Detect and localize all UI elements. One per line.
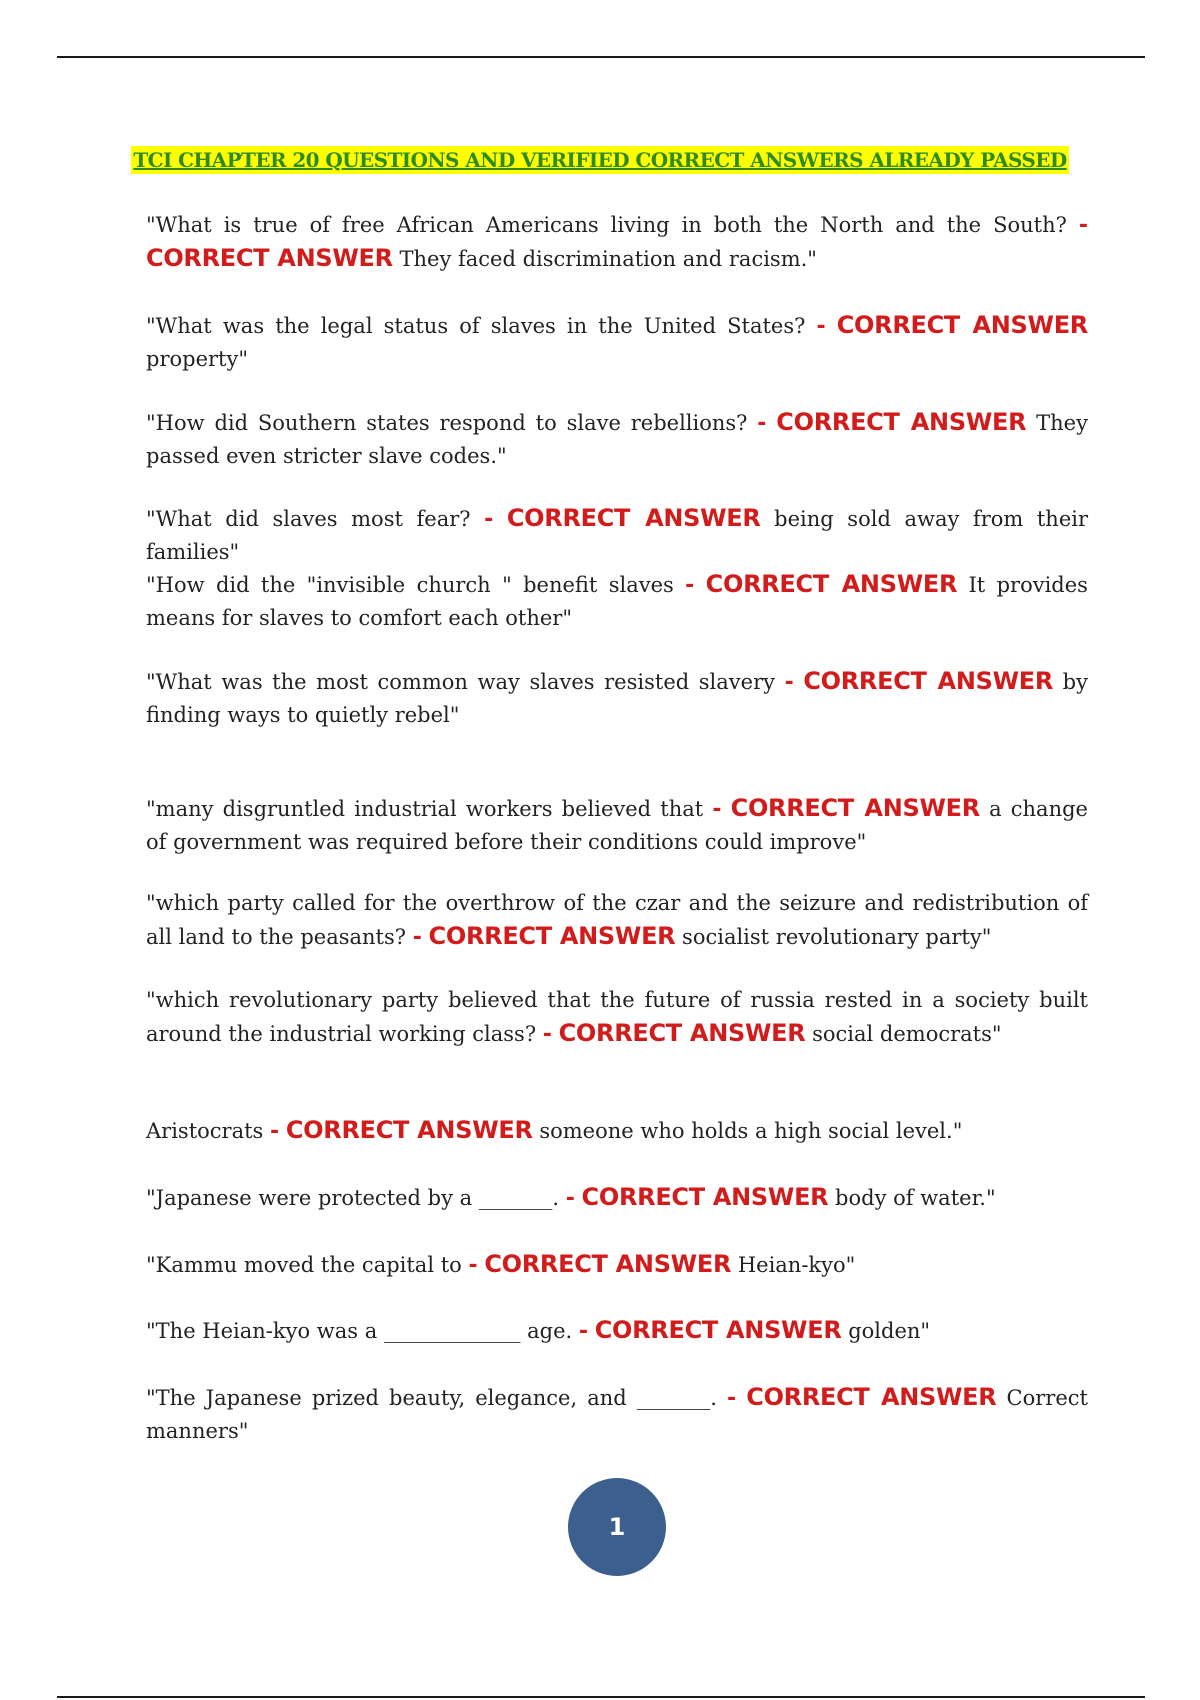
answer-separator: -	[484, 507, 494, 532]
answer-text: It provides means for slaves to comfort each other"	[146, 573, 1088, 630]
bottom-rule	[57, 1696, 1145, 1698]
correct-answer-label: CORRECT ANSWER	[705, 570, 958, 598]
answer-separator: -	[727, 1386, 737, 1411]
qa-item-12	[146, 1248, 1088, 1282]
page-number-badge	[568, 1478, 666, 1576]
qa-item-6	[146, 665, 1088, 732]
answer-text: someone who holds a high social level."	[539, 1119, 963, 1143]
qa-item-10	[146, 1114, 1088, 1148]
question-text: "The Japanese prized beauty, elegance, and _______.	[146, 1386, 717, 1410]
qa-item-4	[146, 502, 1088, 569]
correct-answer-label: CORRECT ANSWER	[594, 1316, 842, 1344]
question-text: "Kammu moved the capital to	[146, 1253, 462, 1277]
title-container	[0, 146, 1200, 174]
question-text: "What was the most common way slaves resisted slavery	[146, 670, 775, 694]
qa-item-13	[146, 1314, 1088, 1348]
question-text: "Japanese were protected by a _______.	[146, 1186, 560, 1210]
correct-answer-label: CORRECT ANSWER	[558, 1019, 806, 1047]
answer-separator: -	[412, 925, 422, 950]
question-text: "What did slaves most fear?	[146, 507, 471, 531]
answer-separator: -	[712, 797, 722, 822]
qa-item-2	[146, 309, 1088, 376]
answer-text: They faced discrimination and racism."	[399, 247, 817, 271]
answer-text: body of water."	[835, 1186, 996, 1210]
answer-text: property"	[146, 347, 248, 371]
correct-answer-label: CORRECT ANSWER	[746, 1383, 997, 1411]
answer-separator: -	[685, 573, 695, 598]
answer-text: socialist revolutionary party"	[682, 925, 992, 949]
answer-separator: -	[816, 314, 826, 339]
answer-text: They passed even stricter slave codes."	[146, 411, 1088, 468]
correct-answer-label: CORRECT ANSWER	[428, 922, 676, 950]
top-rule	[57, 56, 1145, 58]
qa-item-1	[146, 209, 1088, 276]
answer-separator: -	[542, 1022, 552, 1047]
qa-item-7	[146, 792, 1088, 859]
qa-item-5	[146, 568, 1088, 635]
correct-answer-label: CORRECT ANSWER	[146, 244, 393, 272]
correct-answer-label: CORRECT ANSWER	[581, 1183, 829, 1211]
answer-separator: -	[578, 1319, 589, 1344]
answer-text: by finding ways to quietly rebel"	[146, 670, 1088, 727]
question-text: Aristocrats	[146, 1119, 264, 1143]
qa-item-9	[146, 984, 1088, 1051]
correct-answer-label: CORRECT ANSWER	[803, 667, 1054, 695]
question-text: "What is true of free African Americans living in both the North and the South?	[146, 213, 1067, 237]
qa-item-3	[146, 406, 1088, 473]
answer-separator: -	[784, 670, 794, 695]
correct-answer-label: CORRECT ANSWER	[836, 311, 1088, 339]
correct-answer-label: CORRECT ANSWER	[506, 504, 761, 532]
answer-text: golden"	[848, 1319, 931, 1343]
question-text: "How did the "invisible church " benefit slaves	[146, 573, 674, 597]
qa-item-8	[146, 887, 1088, 954]
page-number: 1	[608, 1513, 626, 1541]
question-text: "How did Southern states respond to slave rebellions?	[146, 411, 748, 435]
answer-text: being sold away from their families"	[146, 507, 1089, 564]
question-text: "which revolutionary party believed that the future of russia rested in a society built around the industrial working class?	[146, 988, 1088, 1046]
answer-separator: -	[270, 1119, 280, 1144]
question-text: "The Heian-kyo was a _____________ age.	[146, 1319, 573, 1343]
document-title: TCI CHAPTER 20 QUESTIONS AND VERIFIED CORRECT ANSWERS ALREADY PASSED	[133, 148, 1067, 172]
question-text: "What was the legal status of slaves in the United States?	[146, 314, 806, 338]
correct-answer-label: CORRECT ANSWER	[776, 408, 1027, 436]
qa-item-14	[146, 1381, 1088, 1448]
answer-text: Correct manners"	[146, 1386, 1088, 1443]
question-text: "many disgruntled industrial workers believed that	[146, 797, 704, 821]
answer-separator: -	[757, 411, 767, 436]
answer-text: social democrats"	[812, 1022, 1002, 1046]
answer-separator: -	[468, 1253, 478, 1278]
answer-text: a change of government was required before their conditions could improve"	[146, 797, 1088, 854]
answer-separator: -	[1078, 213, 1088, 238]
correct-answer-label: CORRECT ANSWER	[285, 1116, 533, 1144]
correct-answer-label: CORRECT ANSWER	[484, 1250, 732, 1278]
answer-text: Heian-kyo"	[737, 1253, 856, 1277]
question-text: "which party called for the overthrow of the czar and the seizure and redistribution of all land to the peasants?	[146, 891, 1088, 949]
qa-item-11	[146, 1181, 1088, 1215]
correct-answer-label: CORRECT ANSWER	[730, 794, 980, 822]
answer-separator: -	[565, 1186, 575, 1211]
